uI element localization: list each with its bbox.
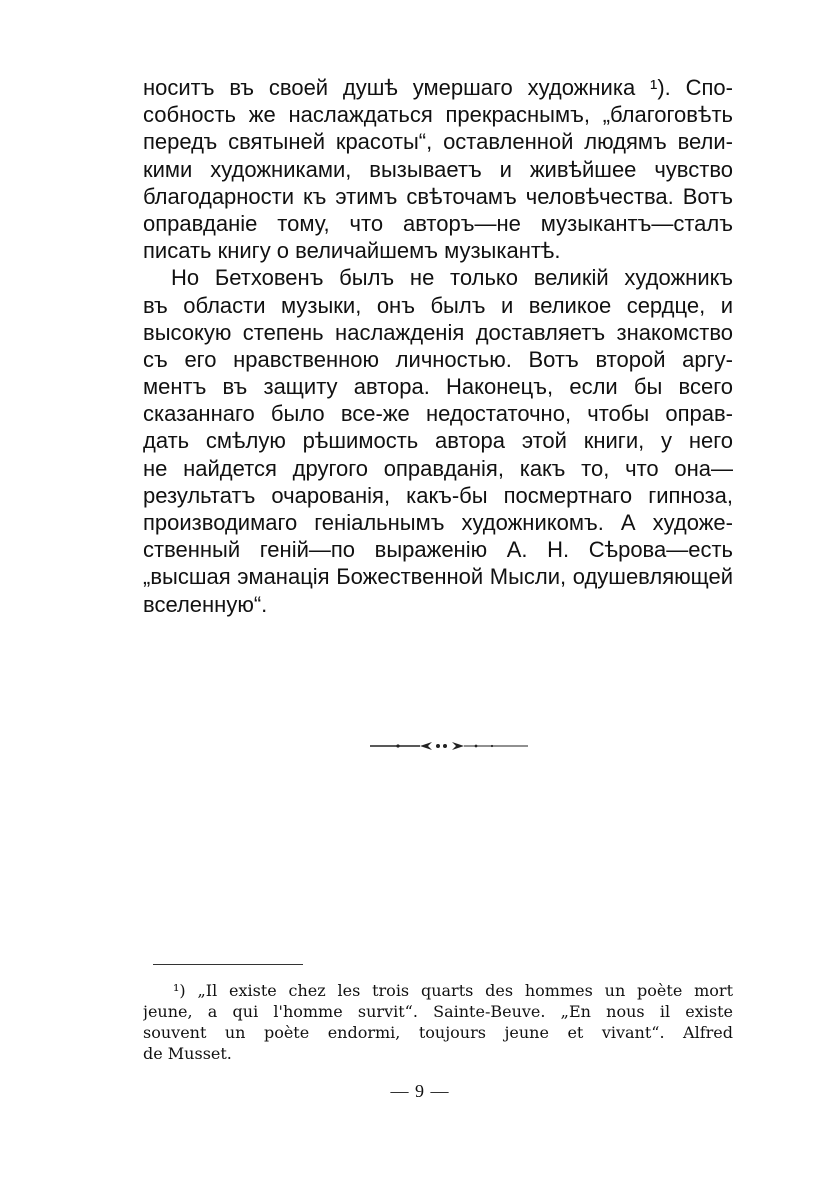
footnote-line: jeune, a qui l'homme survit“. Sainte-Beuve. „En nous il existe [143, 1002, 733, 1021]
text-line: писать книгу о величайшемъ музыкантѣ. [143, 238, 561, 264]
footnote [143, 980, 733, 1064]
text-line: кими художниками, вызываетъ и живѣйшее чувство [143, 156, 733, 182]
main-text [143, 74, 733, 618]
text-line: оправданіе тому, что авторъ—не музыкантъ—сталъ [143, 210, 733, 236]
text-line: въ области музыки, онъ былъ и великое сердце, и [143, 292, 733, 318]
text-line: Но Бетховенъ былъ не только великій художникъ [171, 265, 733, 291]
text-line: носитъ въ своей душѣ умершаго художника ¹). Спо- [143, 75, 733, 100]
text-line: сказаннаго было все-же недостаточно, чтобы оправ- [143, 401, 733, 427]
text-line: дать смѣлую рѣшимость автора этой книги, у него [143, 428, 733, 454]
text-line: съ его нравственною личностью. Вотъ второй аргу- [143, 346, 733, 372]
footnote-separator [153, 964, 303, 965]
text-line: результатъ очарованія, какъ-бы посмертнаго гипноза, [143, 482, 733, 508]
text-line: благодарности къ этимъ свѣточамъ человѣчества. Вотъ [143, 183, 733, 209]
text-line: собность же наслаждаться прекраснымъ, „благоговѣть [143, 102, 733, 128]
footnote-line: de Musset. [143, 1044, 232, 1063]
text-line: ственный геній—по выраженію А. Н. Сѣрова—есть [143, 537, 733, 563]
text-line: высокую степень наслажденія доставляетъ знакомство [143, 319, 733, 345]
ornament-divider [368, 736, 530, 756]
text-line: вселенную“. [143, 591, 268, 617]
page-number: — 9 — [390, 1081, 450, 1101]
text-line: передъ святыней красоты“, оставленной людямъ вели- [143, 129, 733, 155]
footnote-line: souvent un poète endormi, toujours jeune et vivant“. Alfred [143, 1023, 733, 1042]
text-line: не найдется другого оправданія, какъ то, что она— [143, 455, 733, 481]
footnote-line: ¹) „Il existe chez les trois quarts des hommes un poète mort [173, 981, 733, 1000]
text-line: „высшая эманація Божественной Мысли, одушевляющей [143, 564, 733, 590]
text-line: ментъ въ защиту автора. Наконецъ, если бы всего [143, 374, 733, 400]
text-line: производимаго геніальнымъ художникомъ. А художе- [143, 510, 733, 535]
